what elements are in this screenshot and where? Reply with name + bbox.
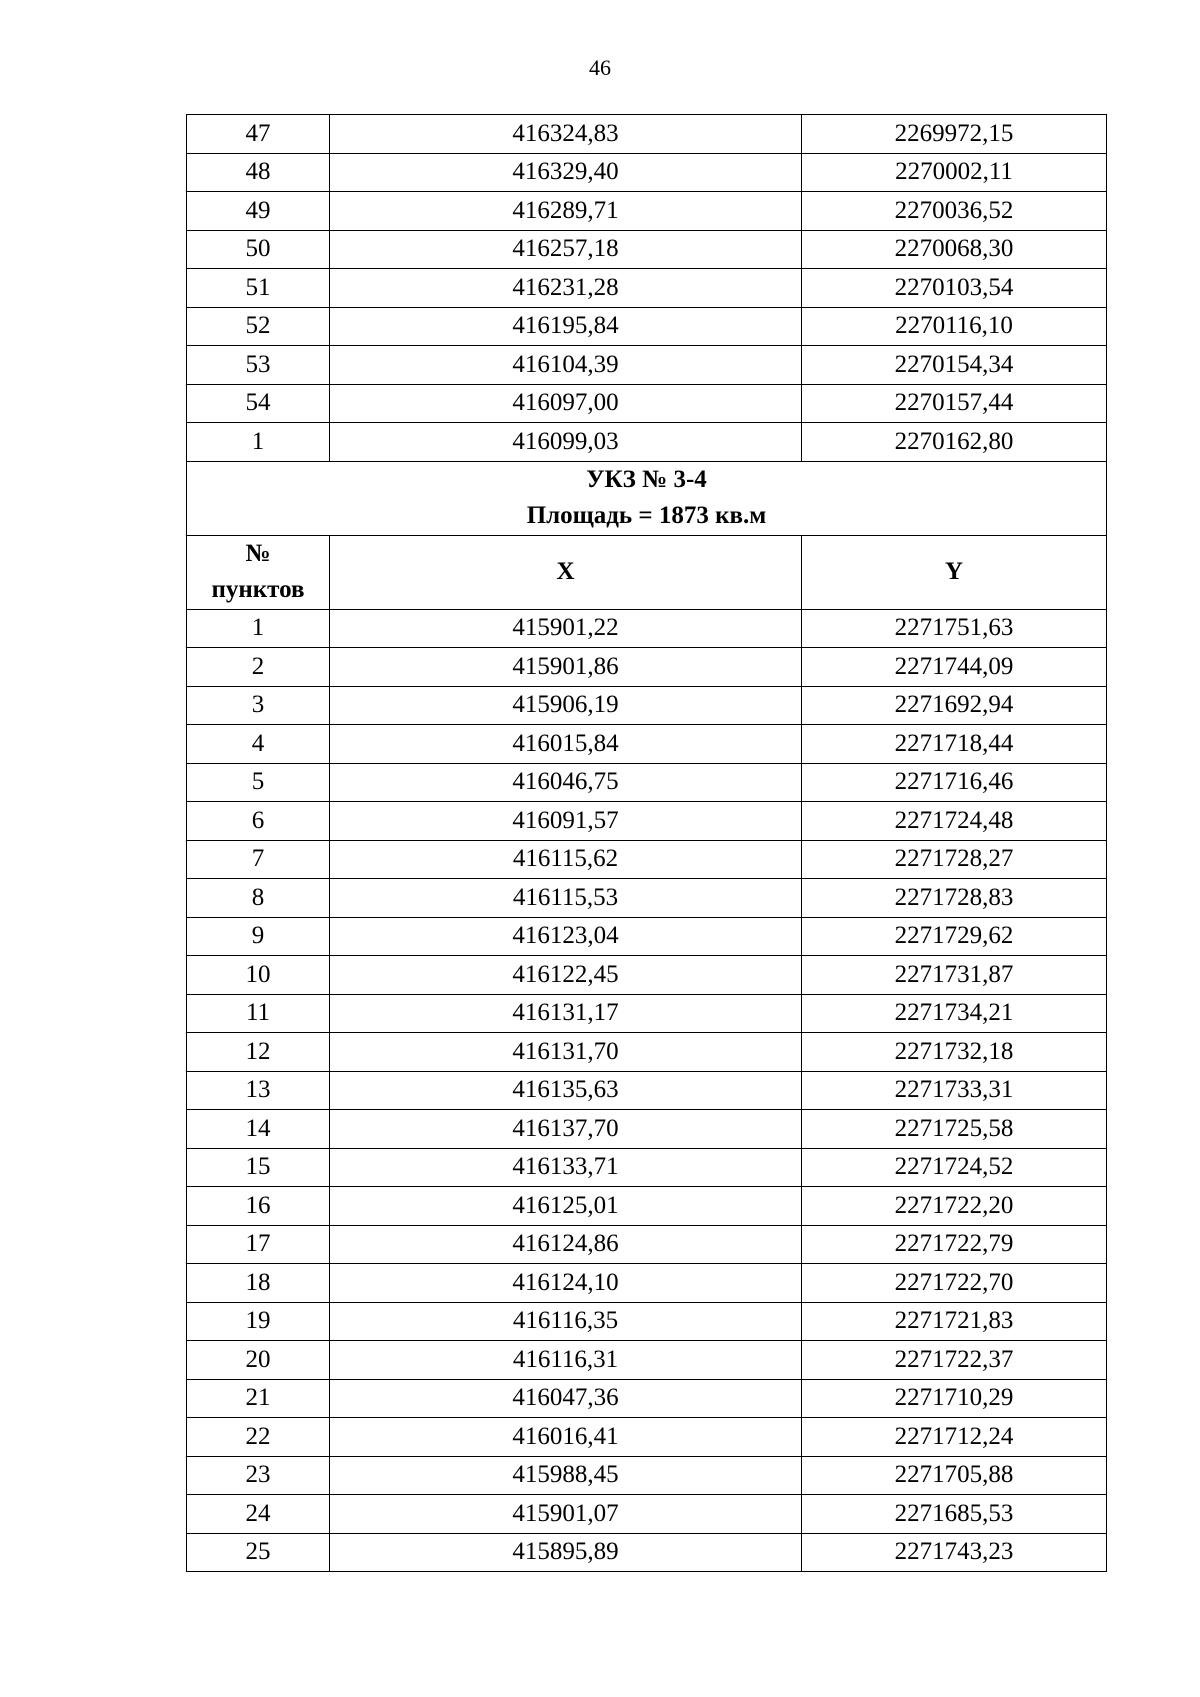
y-coordinate-cell: 2271721,83	[802, 1302, 1107, 1341]
y-coordinate-cell: 2271724,52	[802, 1148, 1107, 1187]
section-header-cell	[187, 461, 1107, 535]
x-coordinate-cell: 416257,18	[330, 230, 802, 269]
x-coordinate-cell: 416133,71	[330, 1148, 802, 1187]
y-coordinate-cell: 2271718,44	[802, 725, 1107, 764]
y-coordinate-cell: 2271722,79	[802, 1225, 1107, 1264]
point-number-cell: 50	[187, 230, 330, 269]
point-number-cell: 5	[187, 763, 330, 802]
x-coordinate-cell: 415988,45	[330, 1456, 802, 1495]
table-row	[187, 802, 1107, 841]
point-number-cell: 53	[187, 346, 330, 385]
point-number-cell: 14	[187, 1110, 330, 1149]
y-coordinate-cell: 2271724,48	[802, 802, 1107, 841]
y-coordinate-cell: 2271751,63	[802, 609, 1107, 648]
x-coordinate-cell: 415901,86	[330, 648, 802, 687]
point-number-cell: 1	[187, 609, 330, 648]
table-row	[187, 1379, 1107, 1418]
point-number-cell: 13	[187, 1071, 330, 1110]
y-coordinate-cell: 2271685,53	[802, 1495, 1107, 1534]
table-row	[187, 192, 1107, 231]
y-coordinate-cell: 2271734,21	[802, 994, 1107, 1033]
x-coordinate-cell: 416099,03	[330, 423, 802, 462]
x-coordinate-cell: 415895,89	[330, 1533, 802, 1572]
x-coordinate-cell: 416137,70	[330, 1110, 802, 1149]
y-coordinate-cell: 2270002,11	[802, 153, 1107, 192]
y-coordinate-cell: 2271705,88	[802, 1456, 1107, 1495]
y-coordinate-cell: 2270162,80	[802, 423, 1107, 462]
x-coordinate-cell: 416124,10	[330, 1264, 802, 1303]
point-number-cell: 24	[187, 1495, 330, 1534]
point-number-cell: 10	[187, 956, 330, 995]
x-coordinate-cell: 416116,31	[330, 1341, 802, 1380]
point-number-cell: 21	[187, 1379, 330, 1418]
coordinates-table-body	[187, 115, 1107, 1572]
y-coordinate-cell: 2271710,29	[802, 1379, 1107, 1418]
y-coordinate-cell: 2271731,87	[802, 956, 1107, 995]
point-number-cell: 47	[187, 115, 330, 154]
y-coordinate-cell: 2271728,83	[802, 879, 1107, 918]
x-coordinate-cell: 416097,00	[330, 384, 802, 423]
table-row	[187, 230, 1107, 269]
y-coordinate-cell: 2269972,15	[802, 115, 1107, 154]
section-header-row	[187, 461, 1107, 535]
y-coordinate-cell: 2270154,34	[802, 346, 1107, 385]
x-coordinate-cell: 416116,35	[330, 1302, 802, 1341]
table-row	[187, 1187, 1107, 1226]
point-number-cell: 49	[187, 192, 330, 231]
point-number-cell: 23	[187, 1456, 330, 1495]
y-coordinate-cell: 2271743,23	[802, 1533, 1107, 1572]
point-number-cell: 25	[187, 1533, 330, 1572]
y-coordinate-cell: 2271729,62	[802, 917, 1107, 956]
x-coordinate-cell: 416123,04	[330, 917, 802, 956]
x-coordinate-cell: 416047,36	[330, 1379, 802, 1418]
section-title: УКЗ № 3-4	[586, 466, 707, 493]
table-row	[187, 1341, 1107, 1380]
x-coordinate-cell: 416195,84	[330, 307, 802, 346]
point-number-cell: 8	[187, 879, 330, 918]
table-row	[187, 423, 1107, 462]
x-coordinate-cell: 415901,22	[330, 609, 802, 648]
x-coordinate-cell: 416125,01	[330, 1187, 802, 1226]
point-number-cell: 52	[187, 307, 330, 346]
point-number-cell: 16	[187, 1187, 330, 1226]
y-coordinate-cell: 2270036,52	[802, 192, 1107, 231]
x-coordinate-cell: 416015,84	[330, 725, 802, 764]
point-number-cell: 12	[187, 1033, 330, 1072]
point-number-cell: 15	[187, 1148, 330, 1187]
table-row	[187, 917, 1107, 956]
table-row	[187, 1456, 1107, 1495]
table-row	[187, 1418, 1107, 1457]
x-coordinate-cell: 416231,28	[330, 269, 802, 308]
y-coordinate-cell: 2271728,27	[802, 840, 1107, 879]
table-row	[187, 1071, 1107, 1110]
x-coordinate-cell: 416135,63	[330, 1071, 802, 1110]
point-number-cell: 1	[187, 423, 330, 462]
column-header-y: Y	[802, 535, 1107, 609]
x-coordinate-cell: 415901,07	[330, 1495, 802, 1534]
y-coordinate-cell: 2270116,10	[802, 307, 1107, 346]
x-coordinate-cell: 416131,70	[330, 1033, 802, 1072]
point-number-cell: 7	[187, 840, 330, 879]
x-coordinate-cell: 416131,17	[330, 994, 802, 1033]
table-row	[187, 994, 1107, 1033]
y-coordinate-cell: 2271716,46	[802, 763, 1107, 802]
table-row	[187, 153, 1107, 192]
table-row	[187, 1110, 1107, 1149]
column-header-x: X	[330, 535, 802, 609]
y-coordinate-cell: 2271712,24	[802, 1418, 1107, 1457]
table-row	[187, 346, 1107, 385]
y-coordinate-cell: 2270157,44	[802, 384, 1107, 423]
y-coordinate-cell: 2270068,30	[802, 230, 1107, 269]
y-coordinate-cell: 2271722,37	[802, 1341, 1107, 1380]
table-row	[187, 840, 1107, 879]
column-header-point-number-line1: №	[245, 540, 271, 567]
y-coordinate-cell: 2270103,54	[802, 269, 1107, 308]
table-row	[187, 879, 1107, 918]
x-coordinate-cell: 416124,86	[330, 1225, 802, 1264]
table-row	[187, 307, 1107, 346]
point-number-cell: 51	[187, 269, 330, 308]
point-number-cell: 48	[187, 153, 330, 192]
y-coordinate-cell: 2271725,58	[802, 1110, 1107, 1149]
y-coordinate-cell: 2271722,20	[802, 1187, 1107, 1226]
x-coordinate-cell: 416115,53	[330, 879, 802, 918]
point-number-cell: 3	[187, 686, 330, 725]
x-coordinate-cell: 416122,45	[330, 956, 802, 995]
x-coordinate-cell: 416091,57	[330, 802, 802, 841]
column-header-point-number-line2: пунктов	[211, 576, 305, 603]
page-number: 46	[589, 55, 611, 80]
table-row	[187, 1533, 1107, 1572]
column-header-row	[187, 535, 1107, 609]
x-coordinate-cell: 416115,62	[330, 840, 802, 879]
x-coordinate-cell: 416324,83	[330, 115, 802, 154]
point-number-cell: 9	[187, 917, 330, 956]
point-number-cell: 54	[187, 384, 330, 423]
table-row	[187, 956, 1107, 995]
point-number-cell: 4	[187, 725, 330, 764]
section-area: Площадь = 1873 кв.м	[526, 502, 767, 529]
x-coordinate-cell: 416289,71	[330, 192, 802, 231]
table-row	[187, 1148, 1107, 1187]
table-row	[187, 648, 1107, 687]
x-coordinate-cell: 416046,75	[330, 763, 802, 802]
table-row	[187, 763, 1107, 802]
point-number-cell: 11	[187, 994, 330, 1033]
y-coordinate-cell: 2271733,31	[802, 1071, 1107, 1110]
point-number-cell: 22	[187, 1418, 330, 1457]
column-header-point-number	[187, 535, 330, 609]
table-row	[187, 1302, 1107, 1341]
point-number-cell: 19	[187, 1302, 330, 1341]
table-row	[187, 686, 1107, 725]
point-number-cell: 20	[187, 1341, 330, 1380]
table-row	[187, 1033, 1107, 1072]
x-coordinate-cell: 415906,19	[330, 686, 802, 725]
table-row	[187, 1264, 1107, 1303]
table-row	[187, 269, 1107, 308]
y-coordinate-cell: 2271744,09	[802, 648, 1107, 687]
table-row	[187, 1225, 1107, 1264]
point-number-cell: 6	[187, 802, 330, 841]
x-coordinate-cell: 416104,39	[330, 346, 802, 385]
point-number-cell: 2	[187, 648, 330, 687]
coordinates-table	[186, 114, 1107, 1572]
table-row	[187, 115, 1107, 154]
y-coordinate-cell: 2271692,94	[802, 686, 1107, 725]
point-number-cell: 18	[187, 1264, 330, 1303]
table-row	[187, 384, 1107, 423]
table-row	[187, 609, 1107, 648]
point-number-cell: 17	[187, 1225, 330, 1264]
table-row	[187, 1495, 1107, 1534]
x-coordinate-cell: 416329,40	[330, 153, 802, 192]
y-coordinate-cell: 2271722,70	[802, 1264, 1107, 1303]
x-coordinate-cell: 416016,41	[330, 1418, 802, 1457]
table-row	[187, 725, 1107, 764]
y-coordinate-cell: 2271732,18	[802, 1033, 1107, 1072]
